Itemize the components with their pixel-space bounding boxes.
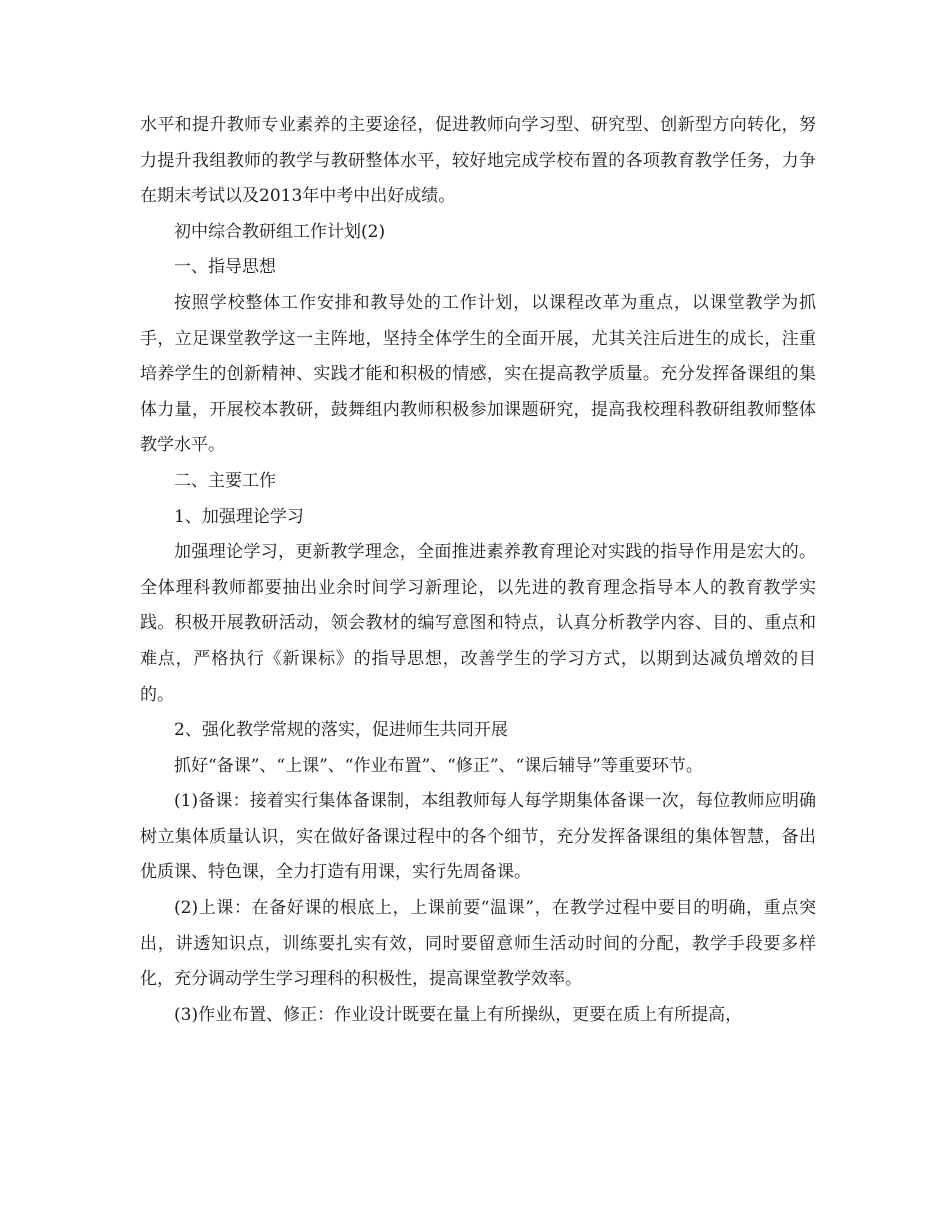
- paragraph-guiding-thought: 按照学校整体工作安排和教导处的工作计划，以课程改革为重点，以课堂教学为抓手，立足课堂教学这一主阵地，坚持全体学生的全面开展，尤其关注后进生的成长，注重培养学生的创新精神、实践才能和积极的情感，实在提高教学质量。充分发挥备课组的集体力量，开展校本教研，鼓舞组内教师积极参加课题研究，提高我校理科教研组教师整体教学水平。: [140, 292, 816, 456]
- paragraph-class-teaching: (2)上课：在备好课的根底上，上课前要“温课”，在教学过程中要目的明确，重点突出，讲透知识点，训练要扎实有效，同时要留意师生活动时间的分配，教学手段要多样化，充分调动学生学习理科的积极性，提高课堂教学效率。: [140, 898, 816, 990]
- paragraph-theory-study: 加强理论学习，更新教学理念，全面推进素养教育理论对实践的指导作用是宏大的。全体理科教师都要抽出业余时间学习新理论，以先进的教育理念指导本人的教育教学实践。积极开展教研活动，领会教材的编写意图和特点，认真分析教学内容、目的、重点和难点，严格执行《新课标》的指导思想，改善学生的学习方式，以期到达减负增效的目的。: [140, 542, 816, 705]
- paragraph-homework: (3)作业布置、修正：作业设计既要在量上有所操纵，更要在质上有所提高，: [174, 1004, 743, 1025]
- section-title: 初中综合教研组工作计划(2): [174, 221, 386, 242]
- heading-guiding-thought: 一、指导思想: [174, 257, 276, 278]
- heading-main-work: 二、主要工作: [174, 470, 276, 491]
- subheading-theory-study: 1、加强理论学习: [174, 506, 304, 527]
- paragraph-key-links: 抓好“备课”、“上课”、“作业布置”、“修正”、“课后辅导”等重要环节。: [174, 755, 703, 776]
- document-body: [140, 108, 816, 1033]
- paragraph-continuation: 水平和提升教师专业素养的主要途径，促进教师向学习型、研究型、创新型方向转化，努力提升我组教师的教学与教研整体水平，较好地完成学校布置的各项教育教学任务，力争在期末考试以及2013年中考中出好成绩。: [140, 115, 816, 207]
- paragraph-lesson-prep: (1)备课：接着实行集体备课制，本组教师每人每学期集体备课一次，每位教师应明确树立集体质量认识，实在做好备课过程中的各个细节，充分发挥备课组的集体智慧，备出优质课、特色课，全力打造有用课，实行先周备课。: [140, 791, 816, 883]
- subheading-teaching-routine: 2、强化教学常规的落实，促进师生共同开展: [174, 720, 508, 741]
